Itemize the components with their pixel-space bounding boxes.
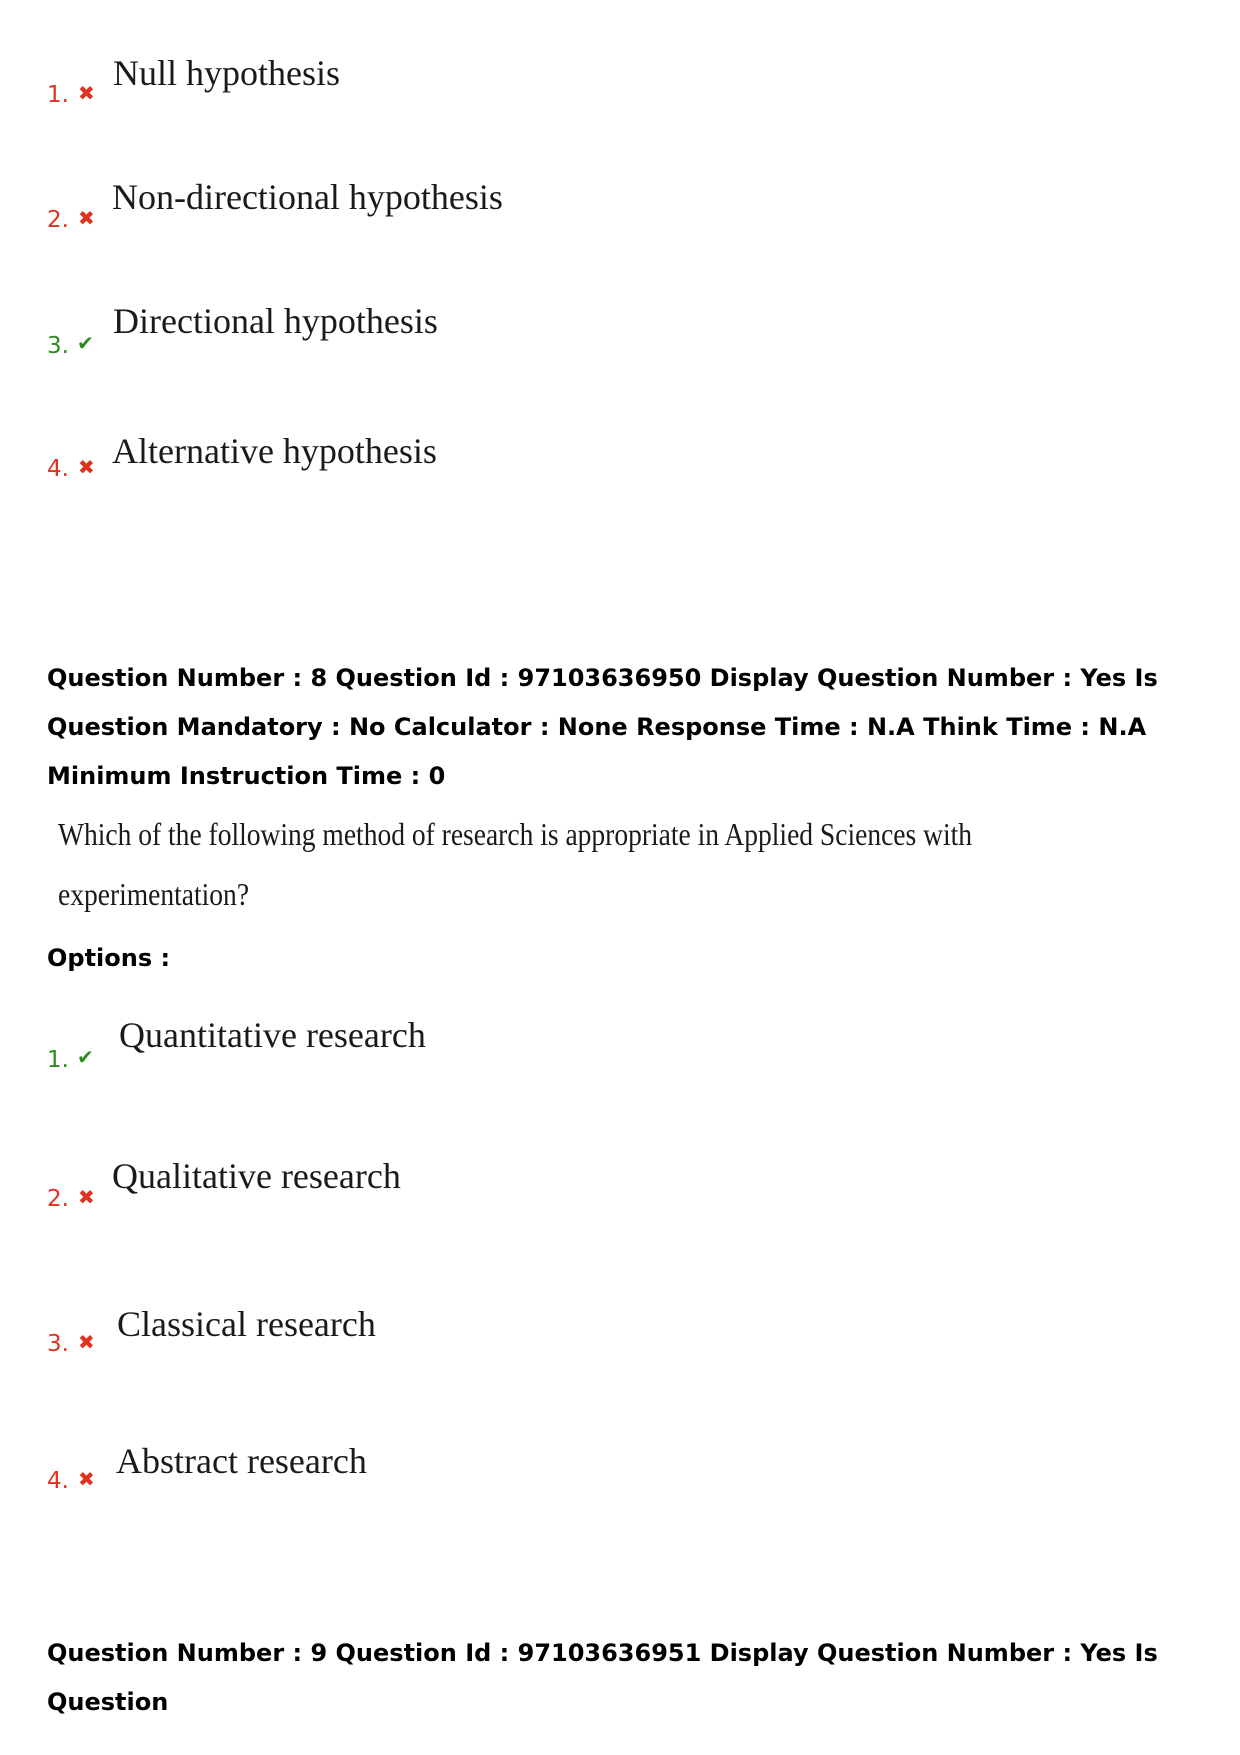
option-4 [47,1440,847,1500]
option-number: 2. [47,1186,69,1212]
question-stem [58,804,1047,924]
options-label: Options : [47,944,171,972]
option-2 [47,1155,847,1215]
question-meta: Question Number : 9 Question Id : 97103636951 Display Question Number : Yes Is Question [47,1639,1158,1716]
option-text: Abstract research [116,1441,367,1481]
option-text: Quantitative research [119,1015,426,1055]
option-number: 4. [47,456,69,482]
cross-icon: ✖ [78,1330,95,1354]
option-text: Directional hypothesis [113,301,438,341]
check-icon: ✔ [77,1045,94,1069]
stem-line: experimentation? [58,876,250,912]
cross-icon: ✖ [78,1467,95,1491]
option-3 [47,300,847,360]
option-number: 1. [47,1047,69,1073]
option-3 [47,1303,847,1363]
option-number: 1. [47,82,69,108]
option-2 [47,176,847,236]
stem-line: Which of the following method of research is appropriate in Applied Sciences with [58,816,973,852]
question-meta: Question Number : 8 Question Id : 97103636950 Display Question Number : Yes Is Question Mandatory : No Calculator : None Response Time : N.A Think Time : N.A Minimum Instruction Time : 0 [47,664,1158,790]
option-1 [47,52,847,112]
option-number: 3. [47,333,69,359]
option-4 [47,430,847,490]
option-1 [47,1014,847,1074]
option-number: 3. [47,1331,69,1357]
cross-icon: ✖ [78,455,95,479]
option-text: Qualitative research [112,1156,401,1196]
option-text: Null hypothesis [113,53,341,93]
option-number: 4. [47,1468,69,1494]
option-text: Classical research [117,1304,376,1344]
cross-icon: ✖ [78,206,95,230]
option-number: 2. [47,207,69,233]
check-icon: ✔ [77,331,94,355]
option-text: Alternative hypothesis [112,431,437,471]
cross-icon: ✖ [78,1185,95,1209]
option-text: Non-directional hypothesis [112,177,503,217]
cross-icon: ✖ [78,81,95,105]
